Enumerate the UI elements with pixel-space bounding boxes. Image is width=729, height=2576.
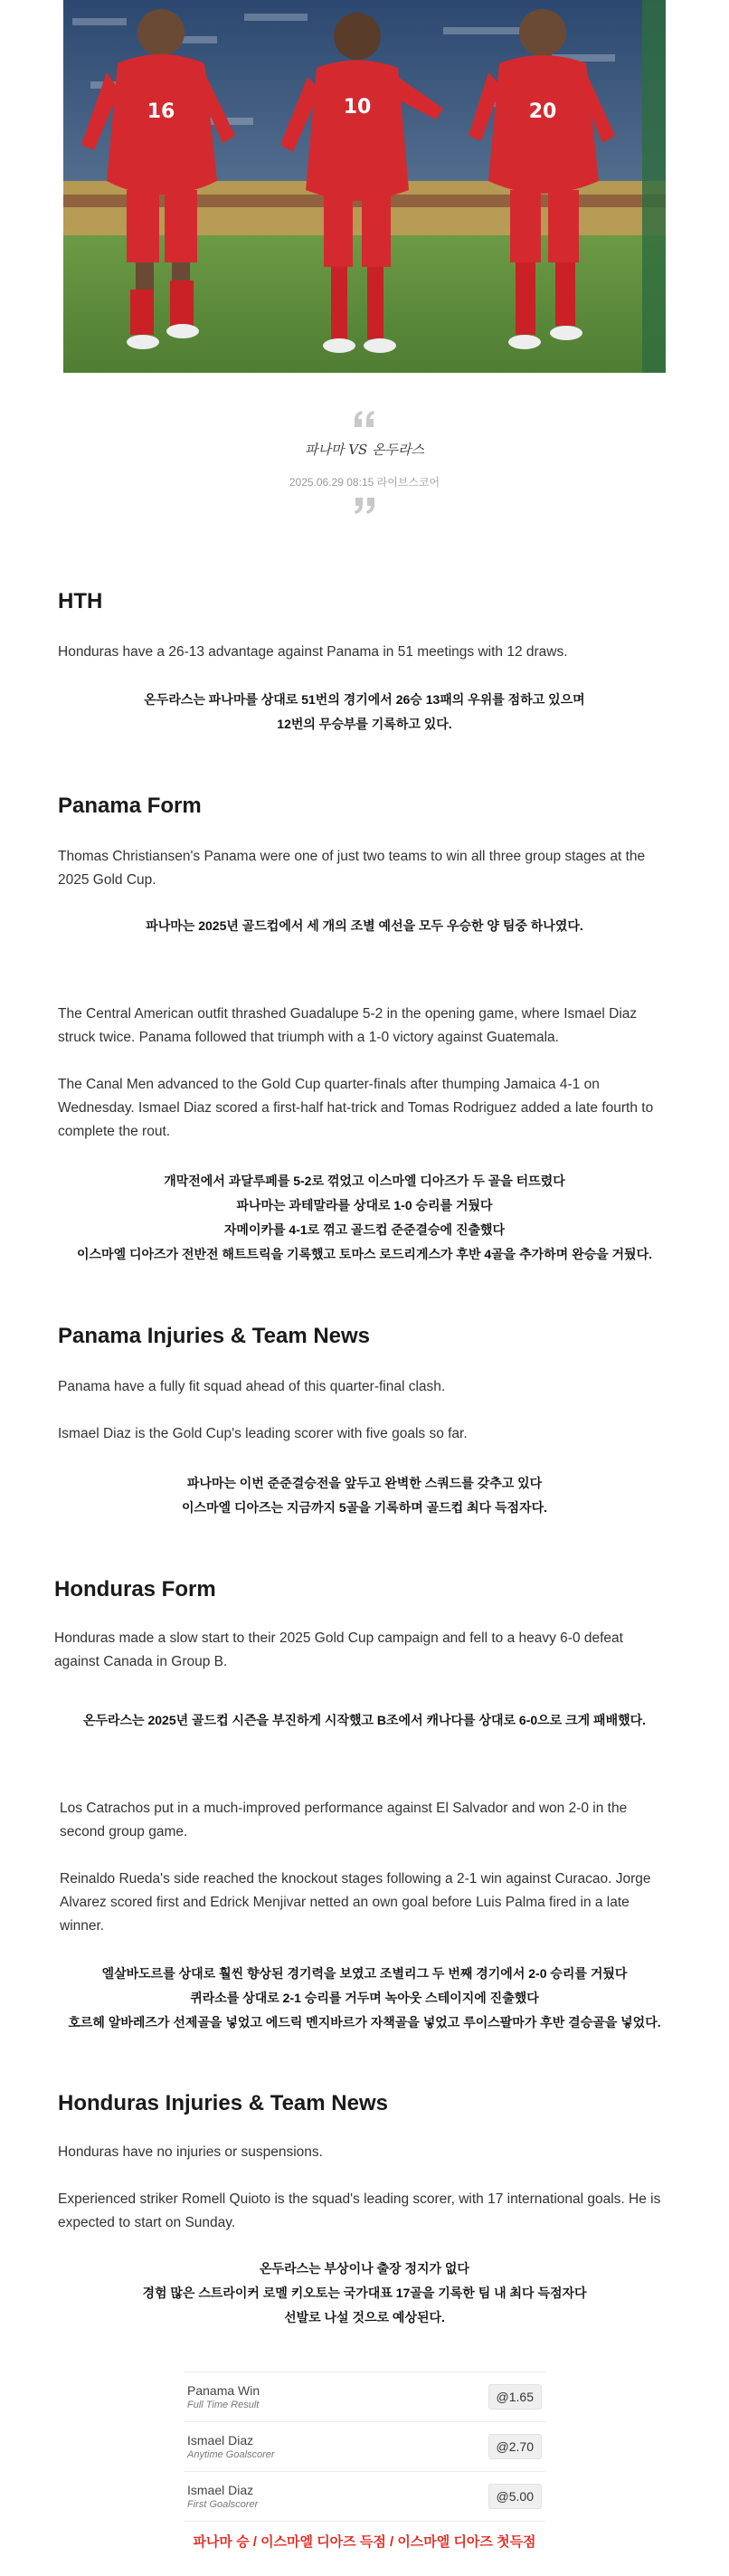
odds-selection-name: Ismael Diaz [187,2432,254,2448]
panama-form-heading: Panama Form [58,794,202,818]
panama-form-intro: Thomas Christiansen's Panama were one of just two teams to win all three group stages at the 2025 Gold Cup. [58,849,646,888]
odds-selection [187,2382,260,2412]
player-number: 20 [528,100,557,123]
panama-news-korean [36,1471,693,1520]
honduras-news-para2: Experienced striker Romell Quioto is the squad's leading scorer, with 17 international goals. He is expected to start on Sunday. [58,2191,661,2230]
kr-line: 개막전에서 과달루페를 5-2로 꺾었고 이스마엘 디아즈가 두 골을 터뜨렸다 [164,1174,565,1188]
match-datetime: 2025.06.29 08:15 라이브스코어 [289,476,440,489]
honduras-form-korean [36,1962,693,2035]
panama-news-heading: Panama Injuries & Team News [58,1324,371,1348]
hth-heading: HTH [58,589,103,613]
hth-body: Honduras have a 26-13 advantage against Panama in 51 meetings with 12 draws. [58,644,568,660]
close-quote-icon [352,496,377,516]
kr-line: 엘살바도르를 상대로 훨씬 향상된 경기력을 보였고 조별리그 두 번째 경기에서 2-0 승리를 거뒀다 [101,1966,628,1981]
pick-summary: 파나마 승 / 이스마엘 디아즈 득점 / 이스마엘 디아즈 첫득점 [193,2534,536,2550]
open-quote-icon [352,409,377,429]
odds-price-button[interactable]: @5.00 [488,2484,542,2509]
hth-korean [36,688,693,737]
kr-line: 선발로 나설 것으로 예상된다. [284,2310,445,2324]
kr-line: 온두라스는 파나마를 상대로 51번의 경기에서 26승 13패의 우위를 점하고 있으며 [144,692,585,707]
hero-photo-illustration [63,0,666,373]
panama-form-para1: The Central American outfit thrashed Guadalupe 5-2 in the opening game, where Ismael Diaz struck twice. Panama followed that triumph with a 1-0 victory against Guatemala. [58,1006,638,1045]
kr-line: 파나마는 과테말라를 상대로 1-0 승리를 거뒀다 [236,1198,493,1212]
odds-selection-name: Ismael Diaz [187,2482,254,2497]
article-meta [0,409,729,516]
odds-market: First Goalscorer [187,2498,259,2510]
honduras-form-para1: Los Catrachos put in a much-improved performance against El Salvador and won 2-0 in the second group game. [60,1801,628,1839]
odds-market: Anytime Goalscorer [187,2448,275,2460]
honduras-news-para1: Honduras have no injuries or suspensions. [58,2144,323,2160]
honduras-form-intro: Honduras made a slow start to their 2025 Gold Cup campaign and fell to a heavy 6-0 defeat against Canada in Group B. [54,1630,623,1669]
panama-form-intro-korean [36,914,693,938]
player-number: 10 [343,96,372,119]
kr-line: 이스마엘 디아즈가 전반전 해트트릭을 기록했고 토마스 로드리게스가 후반 4골을 추가하며 완승을 거뒀다. [77,1247,652,1261]
kr-line: 온두라스는 부상이나 출장 정지가 없다 [260,2261,469,2276]
kr-line: 자메이카를 4-1로 꺾고 골드컵 준준결승에 진출했다 [223,1222,506,1237]
panama-form-para2: The Canal Men advanced to the Gold Cup quarter-finals after thumping Jamaica 4-1 on Wednesday. Ismael Diaz scored a first-half hat-trick and Tomas Rodriguez added a late fourth to complete the rout. [58,1077,654,1139]
kr-line: 이스마엘 디아즈는 지금까지 5골을 기록하며 골드컵 최다 득점자다. [181,1500,548,1515]
odds-selection [187,2432,275,2462]
panama-news-para1: Panama have a fully fit squad ahead of this quarter-final clash. [58,1379,446,1394]
honduras-news-korean [36,2257,693,2330]
odds-table [184,2372,545,2522]
odds-row [184,2472,545,2522]
kr-line: 12번의 무승부를 기록하고 있다. [277,717,452,731]
kr-line: 파나마는 2025년 골드컵에서 세 개의 조별 예선을 모두 우승한 양 팀중 하나였다. [146,918,583,933]
kr-line: 퀴라소를 상대로 2-1 승리를 거두며 녹아웃 스테이지에 진출했다 [190,1991,539,2005]
odds-market: Full Time Result [187,2399,260,2410]
kr-line: 온두라스는 2025년 골드컵 시즌을 부진하게 시작했고 B조에서 캐나다를 상대로 6-0으로 크게 패배했다. [82,1713,647,1727]
honduras-news-heading: Honduras Injuries & Team News [58,2091,388,2115]
kr-line: 파나마는 이번 준준결승전을 앞두고 완벽한 스쿼드를 갖추고 있다 [186,1476,543,1490]
panama-form-korean [36,1169,693,1267]
player-number: 16 [147,100,175,123]
honduras-form-heading: Honduras Form [54,1577,216,1602]
match-title: 파나마 VS 온두라스 [304,442,425,458]
odds-selection [187,2482,258,2512]
kr-line: 경험 많은 스트라이커 로멜 키오토는 국가대표 17골을 기록한 팀 내 최다 득점자다 [142,2286,587,2300]
honduras-form-para2: Reinaldo Rueda's side reached the knockout stages following a 2-1 win against Curacao. Jorge Alvarez scored first and Edrick Menjivar netted an own goal before Luis Palma fired in a late winner. [60,1871,651,1934]
honduras-form-intro-korean [36,1708,693,1733]
odds-row [184,2372,545,2422]
odds-row [184,2422,545,2472]
panama-news-para2: Ismael Diaz is the Gold Cup's leading scorer with five goals so far. [58,1426,468,1441]
odds-price-button[interactable]: @1.65 [488,2384,542,2410]
odds-price-button[interactable]: @2.70 [488,2434,542,2459]
hero-photo [63,0,666,373]
odds-selection-name: Panama Win [187,2382,260,2398]
kr-line: 호르헤 알바레즈가 선제골을 넣었고 에드릭 멘지바르가 자책골을 넣었고 루이스팔마가 후반 결승골을 넣었다. [68,2015,661,2029]
